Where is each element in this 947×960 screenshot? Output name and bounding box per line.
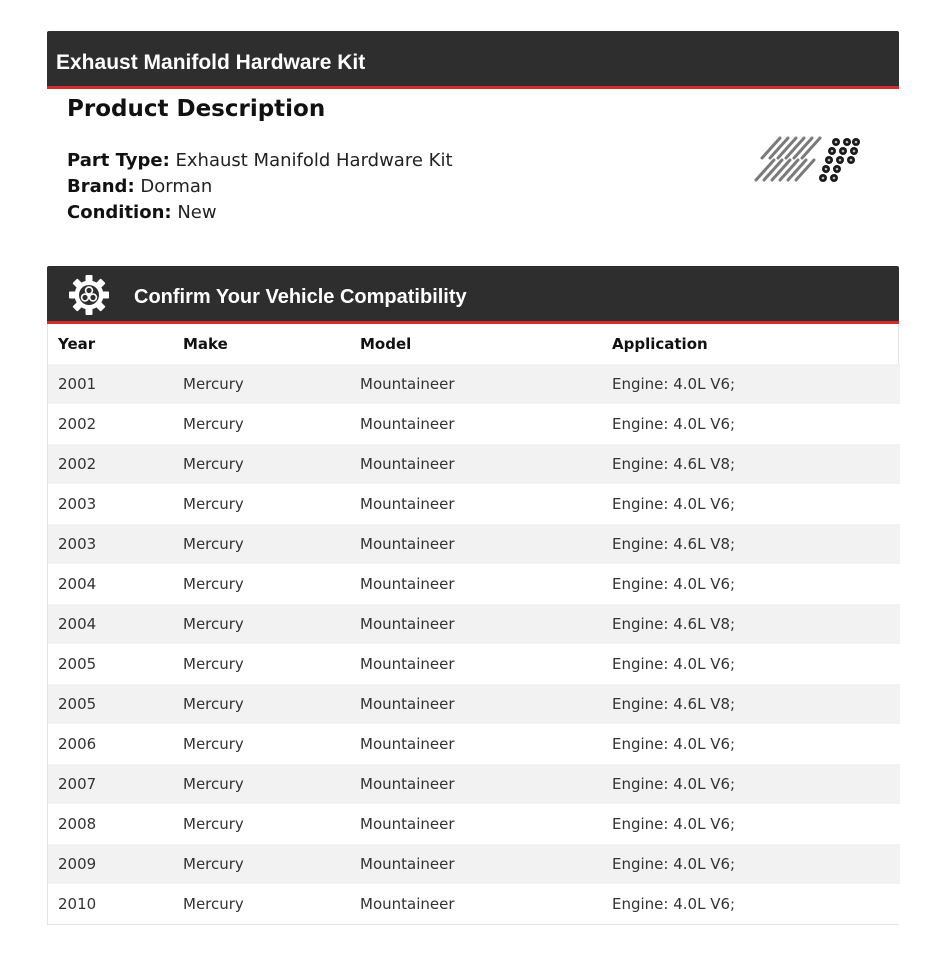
model-cell: Mountaineer [360, 415, 455, 433]
year-cell: 2002 [58, 455, 97, 473]
model-cell: Mountaineer [360, 895, 455, 913]
hardware-kit-image [750, 128, 865, 190]
make-cell: Mercury [183, 495, 244, 513]
column-header-application: Application [612, 335, 708, 353]
application-cell: Engine: 4.0L V6; [612, 575, 736, 593]
make-cell: Mercury [183, 455, 244, 473]
brand-label: Brand: [67, 176, 135, 197]
year-cell: 2010 [58, 895, 97, 913]
year-cell: 2003 [58, 535, 97, 553]
model-cell: Mountaineer [360, 775, 455, 793]
make-cell: Mercury [183, 695, 244, 713]
model-cell: Mountaineer [360, 855, 455, 873]
page-title: Exhaust Manifold Hardware Kit [56, 51, 366, 74]
year-cell: 2003 [58, 495, 97, 513]
table-row [48, 364, 900, 404]
year-cell: 2005 [58, 695, 97, 713]
model-cell: Mountaineer [360, 455, 455, 473]
year-cell: 2004 [58, 575, 97, 593]
application-cell: Engine: 4.0L V6; [612, 375, 736, 393]
table-row [48, 684, 900, 724]
compatibility-banner [47, 266, 899, 324]
year-cell: 2009 [58, 855, 97, 873]
application-cell: Engine: 4.0L V6; [612, 815, 736, 833]
condition-value: New [177, 202, 217, 223]
make-cell: Mercury [183, 655, 244, 673]
brand-value: Dorman [140, 176, 213, 197]
make-cell: Mercury [183, 575, 244, 593]
application-cell: Engine: 4.0L V6; [612, 495, 736, 513]
model-cell: Mountaineer [360, 575, 455, 593]
make-cell: Mercury [183, 815, 244, 833]
model-cell: Mountaineer [360, 815, 455, 833]
make-cell: Mercury [183, 855, 244, 873]
application-cell: Engine: 4.6L V8; [612, 695, 736, 713]
year-cell: 2008 [58, 815, 97, 833]
compatibility-title: Confirm Your Vehicle Compatibility [134, 286, 467, 308]
table-row [48, 484, 900, 524]
year-cell: 2001 [58, 375, 97, 393]
model-cell: Mountaineer [360, 535, 455, 553]
part-type-value: Exhaust Manifold Hardware Kit [175, 150, 453, 171]
model-cell: Mountaineer [360, 695, 455, 713]
make-cell: Mercury [183, 895, 244, 913]
application-cell: Engine: 4.6L V8; [612, 615, 736, 633]
application-cell: Engine: 4.0L V6; [612, 895, 736, 913]
application-cell: Engine: 4.0L V6; [612, 415, 736, 433]
table-row [48, 524, 900, 564]
make-cell: Mercury [183, 415, 244, 433]
condition-label: Condition: [67, 202, 172, 223]
brand-row [67, 176, 212, 197]
table-header-row [48, 324, 900, 364]
make-cell: Mercury [183, 535, 244, 553]
table-row [48, 604, 900, 644]
application-cell: Engine: 4.0L V6; [612, 655, 736, 673]
model-cell: Mountaineer [360, 655, 455, 673]
application-cell: Engine: 4.6L V8; [612, 535, 736, 553]
part-type-row [67, 150, 453, 171]
year-cell: 2004 [58, 615, 97, 633]
table-row [48, 404, 900, 444]
table-row [48, 844, 900, 884]
model-cell: Mountaineer [360, 495, 455, 513]
table-row [48, 724, 900, 764]
gear-icon [68, 274, 110, 316]
table-row [48, 764, 900, 804]
year-cell: 2007 [58, 775, 97, 793]
year-cell: 2006 [58, 735, 97, 753]
application-cell: Engine: 4.6L V8; [612, 455, 736, 473]
table-row [48, 644, 900, 684]
part-type-label: Part Type: [67, 150, 170, 171]
year-cell: 2002 [58, 415, 97, 433]
model-cell: Mountaineer [360, 735, 455, 753]
compatibility-table [47, 324, 899, 925]
application-cell: Engine: 4.0L V6; [612, 855, 736, 873]
column-header-year: Year [58, 335, 96, 353]
condition-row [67, 202, 217, 223]
table-row [48, 884, 900, 924]
make-cell: Mercury [183, 615, 244, 633]
make-cell: Mercury [183, 775, 244, 793]
application-cell: Engine: 4.0L V6; [612, 735, 736, 753]
table-row [48, 564, 900, 604]
column-header-make: Make [183, 335, 228, 353]
make-cell: Mercury [183, 375, 244, 393]
product-description-heading: Product Description [67, 96, 326, 122]
application-cell: Engine: 4.0L V6; [612, 775, 736, 793]
title-banner [47, 31, 899, 89]
column-header-model: Model [360, 335, 412, 353]
year-cell: 2005 [58, 655, 97, 673]
model-cell: Mountaineer [360, 375, 455, 393]
make-cell: Mercury [183, 735, 244, 753]
table-row [48, 804, 900, 844]
table-row [48, 444, 900, 484]
model-cell: Mountaineer [360, 615, 455, 633]
